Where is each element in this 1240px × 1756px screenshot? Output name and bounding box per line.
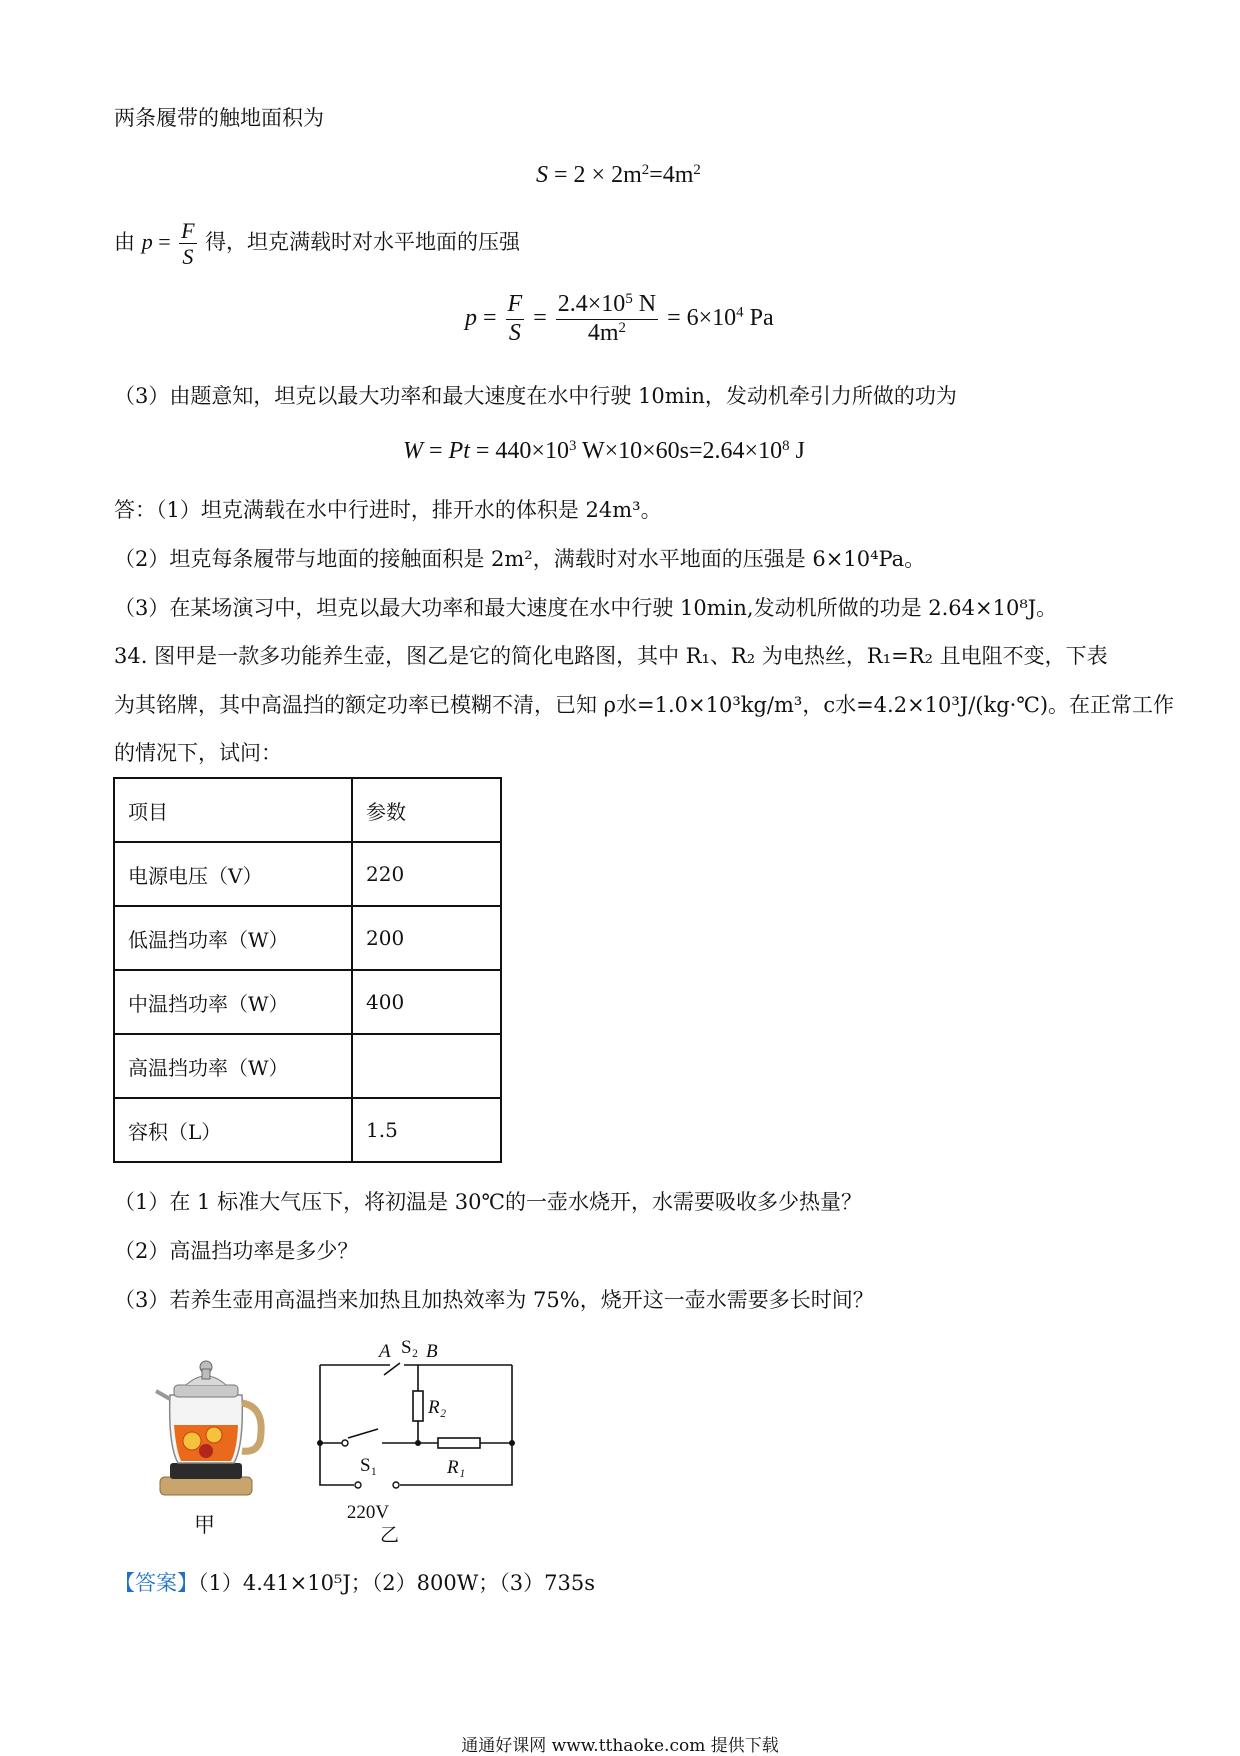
question-1: （1）在 1 标准大气压下，将初温是 30℃的一壶水烧开，水需要吸收多少热量？ — [114, 1190, 862, 1214]
table-row — [114, 970, 501, 1034]
answer-label: 【答案】 — [114, 1571, 198, 1595]
answer-line-2: （2）坦克每条履带与地面的接触面积是 2m²，满载时对水平地面的压强是 6×10⁴Pa。 — [114, 547, 926, 571]
junction-right — [509, 1440, 515, 1446]
table-header-cell: 参数 — [352, 778, 501, 842]
circuit-caption: 乙 — [380, 1525, 400, 1546]
junction-middle — [415, 1440, 421, 1446]
label-s1: S₁ — [360, 1455, 378, 1476]
table-cell — [352, 1034, 501, 1098]
label-b: B — [426, 1341, 438, 1362]
kettle-image — [148, 1345, 278, 1500]
table-cell: 中温挡功率（W） — [114, 970, 352, 1034]
table-header-row — [114, 778, 501, 842]
junction-left — [317, 1440, 323, 1446]
work-equation: $W = Pt = 440\times 10^3$ $W\times 10\times 60s=2.64\times 10^8$ J — [403, 438, 805, 465]
pressure-intro-line — [114, 218, 520, 270]
table-cell: 低温挡功率（W） — [114, 906, 352, 970]
table-row — [114, 906, 501, 970]
answer-text: （1）4.41×10⁵J；（2）800W；（3）735s — [198, 1571, 596, 1595]
table-header-cell: 项目 — [114, 778, 352, 842]
terminal-left — [355, 1482, 361, 1488]
problem-stem-1: 34. 图甲是一款多功能养生壶，图乙是它的简化电路图，其中 R₁、R₂ 为电热丝，R₁=R₂ 且电阻不变，下表 — [114, 644, 1108, 668]
switch-s1-pivot — [342, 1440, 348, 1446]
pressure-formula: p = $\frac{F}{S}$ — [141, 218, 195, 270]
answer-line-3: （3）在某场演习中，坦克以最大功率和最大速度在水中行驶 10min,发动机所做的功是 2.64×10⁸J。 — [114, 596, 1058, 620]
answer-line — [114, 1568, 595, 1598]
table-row — [114, 1098, 501, 1162]
area-equation: $S = 2 \times 2m^2=4m^2$ — [536, 162, 701, 189]
table-cell: 容积（L） — [114, 1098, 352, 1162]
pressure-equation: p = $\frac{F}{S}$ = $\frac{2.4\times 10^5 N}{4m^2}$ = $6\times 10^4$ Pa — [465, 291, 774, 346]
problem-stem-3: 的情况下，试问： — [114, 741, 282, 765]
resistor-r1 — [438, 1438, 480, 1448]
table-cell: 220 — [352, 842, 501, 906]
terminal-right — [393, 1482, 399, 1488]
pressure-intro-pre: 由 — [114, 229, 135, 254]
label-voltage: 220V — [346, 1502, 390, 1523]
page-footer: 通通好课网 www.tthaoke.com 提供下载 — [461, 1736, 779, 1756]
wire-left — [320, 1365, 354, 1485]
question-3: （3）若养生壶用高温挡来加热且加热效率为 75%，烧开这一壶水需要多长时间？ — [114, 1288, 874, 1312]
table-cell: 400 — [352, 970, 501, 1034]
label-r2: R₂ — [428, 1397, 447, 1418]
circuit-diagram — [300, 1335, 530, 1550]
spec-table — [113, 777, 502, 1163]
table-row — [114, 1034, 501, 1098]
switch-s1 — [348, 1429, 378, 1438]
pressure-intro-post: 得，坦克满载时对水平地面的压强 — [205, 229, 521, 254]
table-cell: 电源电压（V） — [114, 842, 352, 906]
table-row — [114, 842, 501, 906]
kettle-caption: 甲 — [194, 1513, 215, 1537]
label-s2: S₂ — [401, 1337, 419, 1358]
answer-line-1: 答：（1）坦克满载在水中行进时，排开水的体积是 24m³。 — [114, 498, 662, 522]
table-cell: 1.5 — [352, 1098, 501, 1162]
problem-stem-2: 为其铭牌，其中高温挡的额定功率已模糊不清，已知 ρ水=1.0×10³kg/m³，c水=4.2×10³J/(kg·℃)。在正常工作 — [114, 693, 1175, 717]
table-cell: 高温挡功率（W） — [114, 1034, 352, 1098]
question-2: （2）高温挡功率是多少？ — [114, 1239, 359, 1263]
resistor-r2 — [413, 1391, 423, 1421]
label-a: A — [379, 1341, 391, 1362]
label-r1: R₁ — [447, 1457, 466, 1478]
table-cell: 200 — [352, 906, 501, 970]
contact-area-line: 两条履带的触地面积为 — [114, 106, 324, 130]
work-intro-line: （3）由题意知，坦克以最大功率和最大速度在水中行驶 10min，发动机牵引力所做的功为 — [114, 384, 957, 408]
